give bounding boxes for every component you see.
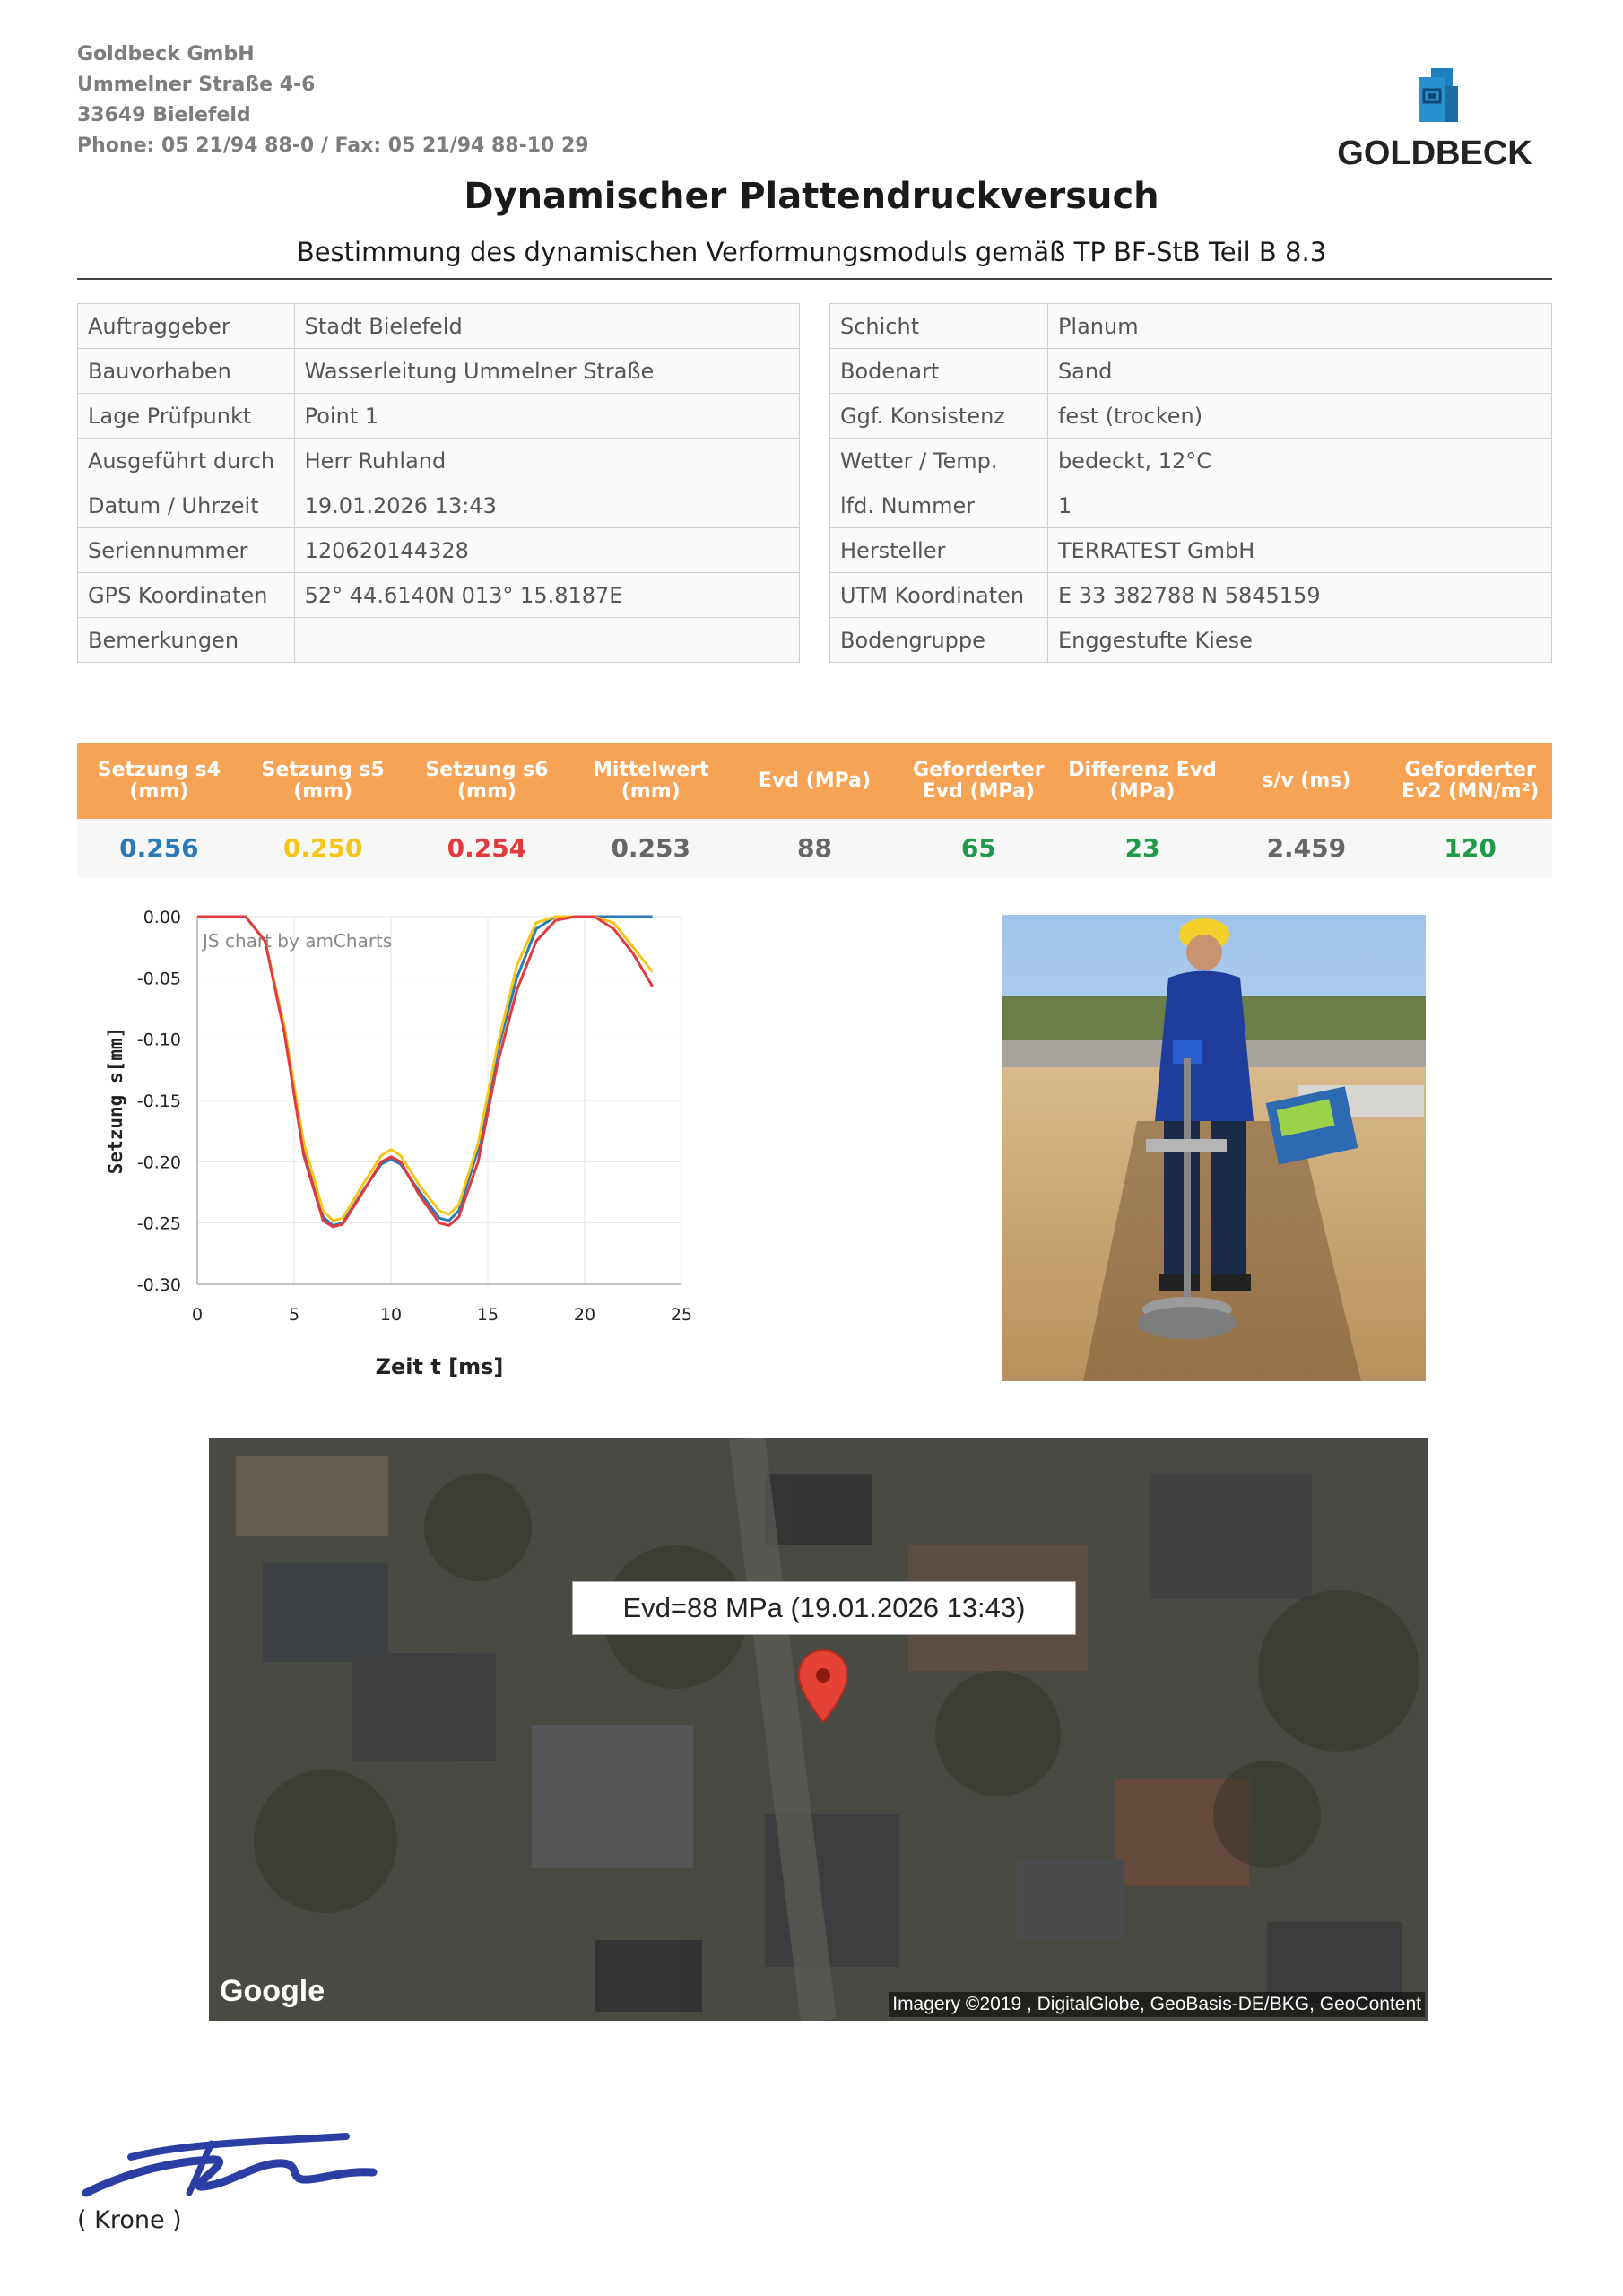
map[interactable] [209,1438,1428,2021]
results-column-header [1224,743,1388,819]
chart-watermark: JS chart by amCharts [203,930,393,952]
x-tick-label: 15 [476,1305,499,1325]
info-label: Seriennummer [78,528,295,573]
company-city: 33649 Bielefeld [77,104,251,126]
y-axis-title: Setzung s[mm] [105,1026,126,1175]
results-header-line1: Evd (MPa) [758,769,872,792]
header-divider [77,278,1552,280]
series-line-2 [197,917,653,1227]
info-value: 19.01.2026 13:43 [294,483,799,528]
info-row [830,439,1552,483]
info-value [294,618,799,663]
info-label: Wetter / Temp. [830,439,1048,483]
info-value: Point 1 [294,394,799,439]
info-label: Lage Prüfpunkt [78,394,295,439]
results-value: 23 [1124,833,1160,863]
map-label: Evd=88 MPa (19.01.2026 13:43) [572,1581,1076,1635]
info-value: fest (trocken) [1047,394,1551,439]
x-tick-label: 25 [670,1305,693,1325]
results-header-line1: Mittelwert [592,758,709,781]
results-value: 0.256 [119,833,199,863]
info-label: Bauvorhaben [78,349,295,394]
results-column-header [568,743,733,819]
company-name: Goldbeck GmbH [77,43,255,65]
x-tick-label: 5 [288,1305,300,1325]
y-tick-label: -0.30 [136,1275,181,1295]
info-label: Bemerkungen [78,618,295,663]
info-label: Datum / Uhrzeit [78,483,295,528]
results-column-header [241,743,405,819]
info-value: Sand [1047,349,1551,394]
results-header-line2: Ev2 (MN/m²) [1401,779,1540,803]
info-label: Schicht [830,304,1048,349]
info-table-left [77,303,800,663]
info-value: 1 [1047,483,1551,528]
info-row [78,483,800,528]
y-tick-label: -0.05 [136,969,181,989]
site-photo [1002,915,1426,1381]
results-header-line1: s/v (ms) [1262,769,1351,792]
company-contact: Phone: 05 21/94 88-0 / Fax: 05 21/94 88-10 29 [77,135,589,157]
info-value: Wasserleitung Ummelner Straße [294,349,799,394]
map-marker-icon[interactable] [796,1648,850,1724]
results-header-line1: Setzung s6 [425,758,549,781]
info-value: TERRATEST GmbH [1047,528,1551,573]
results-value: 0.253 [611,833,691,863]
info-value: Enggestufte Kiese [1047,618,1551,663]
satellite-map-image [209,1438,1428,2021]
info-row [78,394,800,439]
results-column-header [897,743,1061,819]
site-photo-image [1002,915,1426,1381]
results-value: 0.250 [282,833,363,863]
info-label: UTM Koordinaten [830,573,1048,618]
results-header-line2: (mm) [621,779,681,803]
info-value: Stadt Bielefeld [294,304,799,349]
results-value: 120 [1444,833,1497,863]
info-label: Ggf. Konsistenz [830,394,1048,439]
y-tick-label: -0.15 [136,1091,181,1111]
results-column-header [1061,743,1225,819]
page-title: Dynamischer Plattendruckversuch [464,176,1159,217]
results-value: 0.254 [447,833,527,863]
results-header-line2: (MPa) [1109,779,1176,803]
y-tick-label: -0.10 [136,1030,181,1050]
info-row [78,618,800,663]
info-row [78,349,800,394]
info-label: lfd. Nummer [830,483,1048,528]
y-tick-label: -0.25 [136,1213,181,1234]
info-row [78,528,800,573]
results-value: 2.459 [1266,833,1347,863]
results-header-line1: Geforderter [1404,758,1536,781]
x-axis-title: Zeit t [ms] [375,1354,504,1379]
x-tick-label: 10 [379,1305,403,1325]
info-row [830,618,1552,663]
info-row [830,528,1552,573]
info-label: Ausgeführt durch [78,439,295,483]
results-column-header [1388,743,1552,819]
signer-name: ( Krone ) [77,2206,182,2234]
company-address [77,39,589,161]
page-subtitle: Bestimmung des dynamischen Verformungsmoduls gemäß TP BF-StB Teil B 8.3 [296,237,1327,267]
map-attribution: Imagery ©2019 , DigitalGlobe, GeoBasis-DE/BKG, GeoContent [889,1992,1425,2017]
series-line-0 [197,917,653,1225]
info-value: bedeckt, 12°C [1047,439,1551,483]
results-column-header [405,743,569,819]
logo-mark-icon [1318,65,1551,132]
results-values [77,819,1552,878]
signature-image [77,2108,400,2206]
info-value: 120620144328 [294,528,799,573]
info-value: Planum [1047,304,1551,349]
y-tick-label: 0.00 [143,908,181,927]
info-row [78,573,800,618]
google-logo: Google [220,1974,325,2008]
info-row [830,394,1552,439]
results-header-line2: (mm) [129,779,189,803]
info-row [830,483,1552,528]
info-label: Auftraggeber [78,304,295,349]
info-label: Hersteller [830,528,1048,573]
info-row [78,304,800,349]
results-header-line1: Differenz Evd [1068,758,1217,781]
info-row [830,349,1552,394]
results-header-line2: (mm) [293,779,353,803]
info-table-right [829,303,1552,663]
company-street: Ummelner Straße 4-6 [77,74,316,96]
results-header-line1: Setzung s5 [261,758,385,781]
goldbeck-logo [1318,65,1551,172]
results-header [77,743,1552,819]
info-row [830,573,1552,618]
info-value: 52° 44.6140N 013° 15.8187E [294,573,799,618]
results-column-header [733,743,897,819]
info-label: Bodengruppe [830,618,1048,663]
info-label: Bodenart [830,349,1048,394]
results-header-line1: Geforderter [913,758,1045,781]
settlement-chart [90,906,807,1408]
info-value: E 33 382788 N 5845159 [1047,573,1551,618]
info-row [830,304,1552,349]
results-value: 65 [960,833,996,863]
results-value: 88 [797,833,832,863]
results-header-line2: Evd (MPa) [922,779,1035,803]
x-tick-label: 0 [191,1305,204,1325]
results-header-line2: (mm) [456,779,516,803]
series-line-1 [197,917,653,1221]
info-row [78,439,800,483]
info-label: GPS Koordinaten [78,573,295,618]
results-header-line1: Setzung s4 [97,758,221,781]
info-value: Herr Ruhland [294,439,799,483]
results-column-header [77,743,241,819]
logo-text: GOLDBECK [1337,135,1532,172]
x-tick-label: 20 [573,1305,596,1325]
y-tick-label: -0.20 [136,1152,181,1173]
